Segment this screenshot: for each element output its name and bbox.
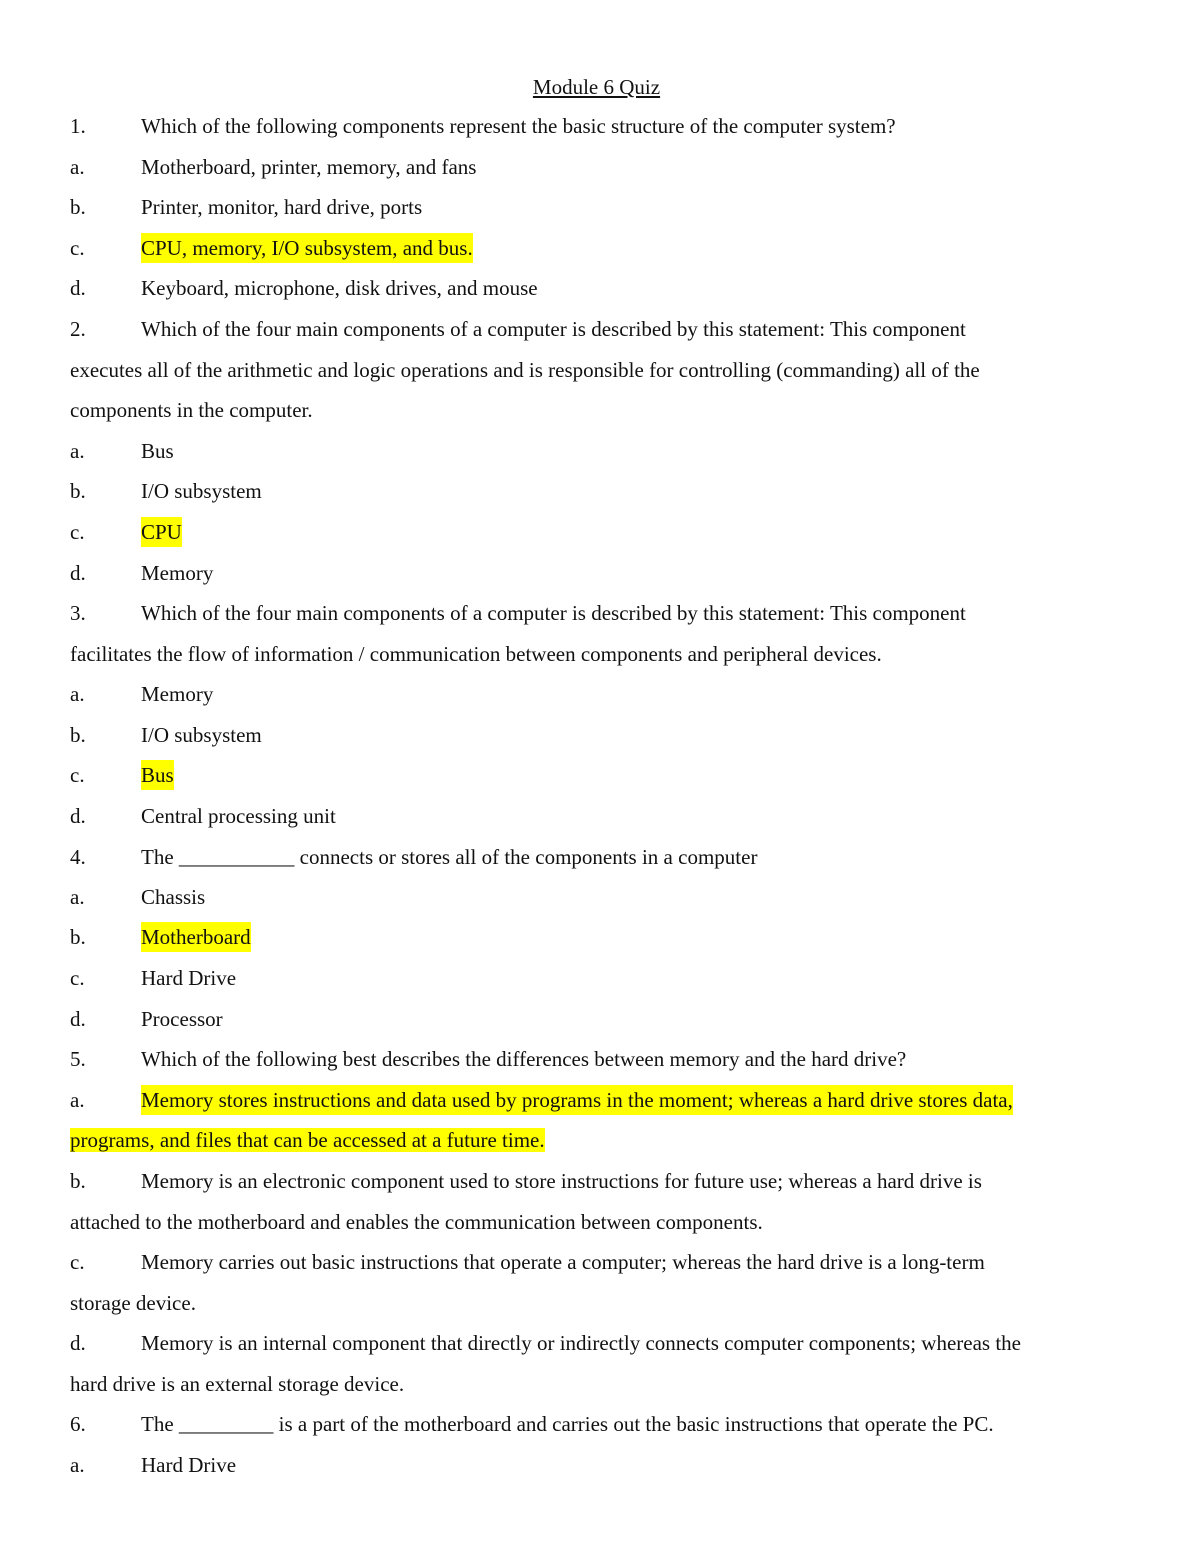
option-text: I/O subsystem (141, 723, 262, 747)
highlighted-answer: Bus (141, 760, 174, 790)
highlighted-answer: CPU, memory, I/O subsystem, and bus. (141, 233, 473, 263)
question-number: 6. (70, 1412, 86, 1436)
question-number: 1. (70, 114, 86, 138)
option-letter: d. (70, 1331, 86, 1355)
option-text: Bus (141, 439, 174, 463)
option-text: Keyboard, microphone, disk drives, and mouse (141, 276, 538, 300)
option-letter: d. (70, 804, 86, 828)
question-text-continued: executes all of the arithmetic and logic operations and is responsible for controlling (commanding) all of the (70, 358, 980, 382)
option-text-continued: attached to the motherboard and enables the communication between components. (70, 1210, 763, 1234)
question-number: 3. (70, 601, 86, 625)
option-text: Memory is an internal component that directly or indirectly connects computer components; whereas the (141, 1331, 1021, 1355)
question-text: Which of the four main components of a computer is described by this statement: This component (141, 317, 966, 341)
option-text: Memory is an electronic component used to store instructions for future use; whereas a hard drive is (141, 1169, 982, 1193)
question-text: Which of the following best describes the differences between memory and the hard drive? (141, 1047, 907, 1071)
option-letter: b. (70, 479, 86, 503)
option-letter: c. (70, 520, 85, 544)
option-letter: c. (70, 1250, 85, 1274)
option-text-continued: storage device. (70, 1291, 196, 1315)
question-number: 4. (70, 845, 86, 869)
option-letter: b. (70, 723, 86, 747)
question-text: The ___________ connects or stores all of the components in a computer (141, 845, 758, 869)
question-text: The _________ is a part of the motherboard and carries out the basic instructions that operate the PC. (141, 1412, 994, 1436)
option-letter: c. (70, 236, 85, 260)
option-text: Printer, monitor, hard drive, ports (141, 195, 423, 219)
option-letter: c. (70, 763, 85, 787)
option-text: I/O subsystem (141, 479, 262, 503)
option-letter: a. (70, 1453, 85, 1477)
option-letter: d. (70, 276, 86, 300)
question-text: Which of the following components represent the basic structure of the computer system? (141, 114, 896, 138)
question-text-continued: components in the computer. (70, 398, 313, 422)
option-letter: d. (70, 1007, 86, 1031)
page-title: Module 6 Quiz (532, 75, 661, 99)
question-number: 5. (70, 1047, 86, 1071)
option-text: Memory carries out basic instructions that operate a computer; whereas the hard drive is a long-term (141, 1250, 985, 1274)
option-letter: a. (70, 682, 85, 706)
highlighted-answer: CPU (141, 517, 182, 547)
option-text: Chassis (141, 885, 206, 909)
option-text: Memory (141, 561, 214, 585)
option-letter: b. (70, 1169, 86, 1193)
question-number: 2. (70, 317, 86, 341)
option-letter: b. (70, 925, 86, 949)
option-text: Processor (141, 1007, 223, 1031)
question-text: Which of the four main components of a computer is described by this statement: This component (141, 601, 966, 625)
highlighted-answer: Motherboard (141, 922, 251, 952)
option-text: Memory (141, 682, 214, 706)
option-letter: a. (70, 885, 85, 909)
option-text: Motherboard, printer, memory, and fans (141, 155, 477, 179)
option-text: Central processing unit (141, 804, 336, 828)
option-text-continued: hard drive is an external storage device. (70, 1372, 405, 1396)
highlighted-answer: programs, and files that can be accessed at a future time. (70, 1128, 545, 1152)
option-text: Hard Drive (141, 966, 237, 990)
option-letter: c. (70, 966, 85, 990)
option-text: Hard Drive (141, 1453, 237, 1477)
option-text-continued (70, 1125, 545, 1155)
highlighted-answer: Memory stores instructions and data used by programs in the moment; whereas a hard drive stores data, (141, 1085, 1013, 1115)
option-letter: a. (70, 439, 85, 463)
option-letter: a. (70, 155, 85, 179)
option-letter: d. (70, 561, 86, 585)
question-text-continued: facilitates the flow of information / communication between components and peripheral devices. (70, 642, 882, 666)
option-letter: b. (70, 195, 86, 219)
option-letter: a. (70, 1088, 85, 1112)
